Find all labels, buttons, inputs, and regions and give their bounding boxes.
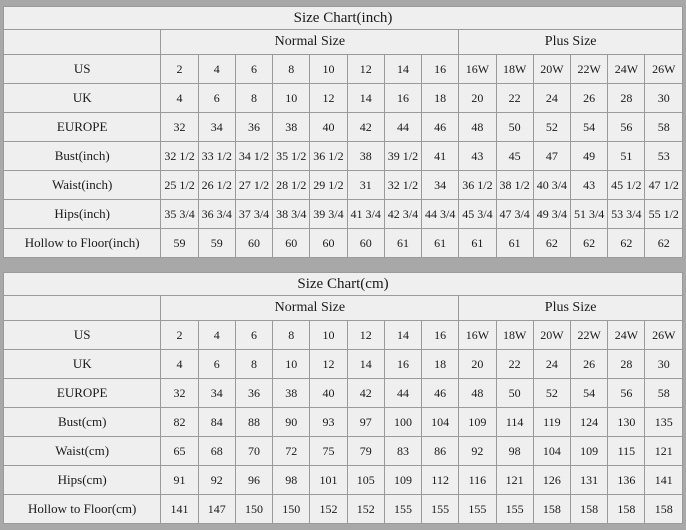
- cell: 6: [198, 350, 235, 379]
- size-chart-inch-block: [3, 6, 683, 258]
- cell: 10: [273, 84, 310, 113]
- table-row: [4, 229, 683, 258]
- cell: 62: [533, 229, 570, 258]
- cell: 38 3/4: [273, 200, 310, 229]
- cell: 22: [496, 84, 533, 113]
- cell: 10: [310, 321, 347, 350]
- cell: 52: [533, 379, 570, 408]
- cell: 18W: [496, 55, 533, 84]
- cell: 26 1/2: [198, 171, 235, 200]
- page-title: Size Chart(cm): [4, 273, 683, 296]
- cell: 59: [161, 229, 198, 258]
- cell: 37 3/4: [235, 200, 272, 229]
- cell: 112: [422, 466, 459, 495]
- cell: 155: [496, 495, 533, 524]
- cell: 59: [198, 229, 235, 258]
- cell: 100: [384, 408, 421, 437]
- cell: 44: [384, 113, 421, 142]
- cell: 104: [422, 408, 459, 437]
- cell: 32: [161, 113, 198, 142]
- cell: 109: [571, 437, 608, 466]
- cell: 8: [273, 321, 310, 350]
- cell: 86: [422, 437, 459, 466]
- cell: 56: [608, 379, 645, 408]
- table-row: [4, 142, 683, 171]
- cell: 141: [161, 495, 198, 524]
- cell: 31: [347, 171, 384, 200]
- table-row: [4, 495, 683, 524]
- cell: 62: [571, 229, 608, 258]
- cell: 28: [608, 84, 645, 113]
- cell: 98: [496, 437, 533, 466]
- cell: 6: [235, 321, 272, 350]
- cell: 147: [198, 495, 235, 524]
- cell: 150: [235, 495, 272, 524]
- cell: 60: [235, 229, 272, 258]
- cell: 36: [235, 379, 272, 408]
- cell: 20W: [533, 55, 570, 84]
- cell: 24W: [608, 321, 645, 350]
- cell: 22W: [571, 321, 608, 350]
- row-label-hips: Hips(inch): [4, 200, 161, 229]
- cell: 26W: [645, 321, 683, 350]
- table-row: [4, 437, 683, 466]
- cell: 51: [608, 142, 645, 171]
- cell: 41: [422, 142, 459, 171]
- cell: 54: [571, 113, 608, 142]
- cell: 32: [161, 379, 198, 408]
- cell: 28 1/2: [273, 171, 310, 200]
- row-label-europe: EUROPE: [4, 379, 161, 408]
- cell: 14: [384, 321, 421, 350]
- cell: 121: [496, 466, 533, 495]
- cell: 62: [608, 229, 645, 258]
- cell: 8: [235, 350, 272, 379]
- cell: 34: [422, 171, 459, 200]
- cell: 43: [571, 171, 608, 200]
- cell: 101: [310, 466, 347, 495]
- cell: 96: [235, 466, 272, 495]
- row-label-us: US: [4, 55, 161, 84]
- size-chart-cm-table: [3, 272, 683, 524]
- cell: 60: [273, 229, 310, 258]
- cell: 6: [198, 84, 235, 113]
- cell: 72: [273, 437, 310, 466]
- cell: 44: [384, 379, 421, 408]
- table-row: [4, 200, 683, 229]
- cell: 105: [347, 466, 384, 495]
- cell: 150: [273, 495, 310, 524]
- cell: 14: [347, 84, 384, 113]
- cell: 114: [496, 408, 533, 437]
- cell: 119: [533, 408, 570, 437]
- row-label-hollow-to-floor: Hollow to Floor(cm): [4, 495, 161, 524]
- cell: 35 3/4: [161, 200, 198, 229]
- cell: 135: [645, 408, 683, 437]
- cell: 26: [571, 84, 608, 113]
- cell: 12: [310, 350, 347, 379]
- cell: 50: [496, 113, 533, 142]
- cell: 24: [533, 350, 570, 379]
- table-row: [4, 171, 683, 200]
- cell: 158: [571, 495, 608, 524]
- cell: 8: [235, 84, 272, 113]
- cell: 109: [459, 408, 496, 437]
- cell: 16: [422, 321, 459, 350]
- cell: 82: [161, 408, 198, 437]
- cell: 43: [459, 142, 496, 171]
- cell: 61: [459, 229, 496, 258]
- cell: 2: [161, 55, 198, 84]
- cell: 20: [459, 350, 496, 379]
- cell: 12: [347, 55, 384, 84]
- cell: 34: [198, 113, 235, 142]
- cell: 60: [347, 229, 384, 258]
- cell: 45 1/2: [608, 171, 645, 200]
- row-label-waist: Waist(cm): [4, 437, 161, 466]
- row-label-uk: UK: [4, 84, 161, 113]
- cell: 28: [608, 350, 645, 379]
- cell: 56: [608, 113, 645, 142]
- cell: 91: [161, 466, 198, 495]
- cell: 42 3/4: [384, 200, 421, 229]
- cell: 52: [533, 113, 570, 142]
- cell: 61: [496, 229, 533, 258]
- row-label-bust: Bust(inch): [4, 142, 161, 171]
- cell: 45 3/4: [459, 200, 496, 229]
- chart-title-row: [4, 273, 683, 296]
- cell: 158: [533, 495, 570, 524]
- table-row: [4, 55, 683, 84]
- cell: 40 3/4: [533, 171, 570, 200]
- cell: 10: [310, 55, 347, 84]
- cell: 38: [347, 142, 384, 171]
- cell: 14: [347, 350, 384, 379]
- table-row: [4, 321, 683, 350]
- cell: 39 3/4: [310, 200, 347, 229]
- cell: 18: [422, 350, 459, 379]
- cell: 36: [235, 113, 272, 142]
- cell: 26W: [645, 55, 683, 84]
- chart-group-row: [4, 30, 683, 55]
- cell: 33 1/2: [198, 142, 235, 171]
- cell: 10: [273, 350, 310, 379]
- cell: 65: [161, 437, 198, 466]
- cell: 158: [645, 495, 683, 524]
- cell: 41 3/4: [347, 200, 384, 229]
- cell: 42: [347, 379, 384, 408]
- group-header-plus: Plus Size: [459, 30, 683, 55]
- cell: 155: [422, 495, 459, 524]
- cell: 92: [198, 466, 235, 495]
- cell: 24: [533, 84, 570, 113]
- cell: 36 1/2: [459, 171, 496, 200]
- cell: 46: [422, 379, 459, 408]
- cell: 47 1/2: [645, 171, 683, 200]
- cell: 6: [235, 55, 272, 84]
- cell: 97: [347, 408, 384, 437]
- corner-cell: [4, 296, 161, 321]
- cell: 4: [161, 84, 198, 113]
- cell: 45: [496, 142, 533, 171]
- cell: 61: [422, 229, 459, 258]
- cell: 4: [198, 55, 235, 84]
- cell: 30: [645, 350, 683, 379]
- cell: 49: [571, 142, 608, 171]
- cell: 34 1/2: [235, 142, 272, 171]
- cell: 51 3/4: [571, 200, 608, 229]
- cell: 98: [273, 466, 310, 495]
- cell: 141: [645, 466, 683, 495]
- cell: 18W: [496, 321, 533, 350]
- cell: 16W: [459, 321, 496, 350]
- cell: 109: [384, 466, 421, 495]
- cell: 60: [310, 229, 347, 258]
- cell: 20W: [533, 321, 570, 350]
- cell: 12: [310, 84, 347, 113]
- cell: 22: [496, 350, 533, 379]
- cell: 115: [608, 437, 645, 466]
- cell: 136: [608, 466, 645, 495]
- cell: 4: [198, 321, 235, 350]
- page-title: Size Chart(inch): [4, 7, 683, 30]
- cell: 93: [310, 408, 347, 437]
- cell: 53 3/4: [608, 200, 645, 229]
- cell: 155: [384, 495, 421, 524]
- cell: 40: [310, 113, 347, 142]
- group-header-normal: Normal Size: [161, 296, 459, 321]
- cell: 16W: [459, 55, 496, 84]
- cell: 29 1/2: [310, 171, 347, 200]
- cell: 131: [571, 466, 608, 495]
- chart-group-row: [4, 296, 683, 321]
- cell: 84: [198, 408, 235, 437]
- cell: 47: [533, 142, 570, 171]
- cell: 16: [422, 55, 459, 84]
- cell: 25 1/2: [161, 171, 198, 200]
- cell: 47 3/4: [496, 200, 533, 229]
- row-label-hips: Hips(cm): [4, 466, 161, 495]
- table-row: [4, 408, 683, 437]
- row-label-bust: Bust(cm): [4, 408, 161, 437]
- corner-cell: [4, 30, 161, 55]
- cell: 44 3/4: [422, 200, 459, 229]
- cell: 30: [645, 84, 683, 113]
- cell: 158: [608, 495, 645, 524]
- cell: 38 1/2: [496, 171, 533, 200]
- row-label-uk: UK: [4, 350, 161, 379]
- cell: 121: [645, 437, 683, 466]
- cell: 32 1/2: [384, 171, 421, 200]
- cell: 18: [422, 84, 459, 113]
- cell: 24W: [608, 55, 645, 84]
- cell: 40: [310, 379, 347, 408]
- group-header-plus: Plus Size: [459, 296, 683, 321]
- cell: 48: [459, 113, 496, 142]
- cell: 38: [273, 113, 310, 142]
- cell: 35 1/2: [273, 142, 310, 171]
- cell: 155: [459, 495, 496, 524]
- cell: 26: [571, 350, 608, 379]
- cell: 124: [571, 408, 608, 437]
- cell: 39 1/2: [384, 142, 421, 171]
- size-chart-cm-block: [3, 272, 683, 524]
- chart-title-row: [4, 7, 683, 30]
- cell: 50: [496, 379, 533, 408]
- cell: 16: [384, 350, 421, 379]
- cell: 8: [273, 55, 310, 84]
- cell: 42: [347, 113, 384, 142]
- cell: 2: [161, 321, 198, 350]
- size-chart-inch-table: [3, 6, 683, 258]
- cell: 12: [347, 321, 384, 350]
- cell: 68: [198, 437, 235, 466]
- cell: 36 1/2: [310, 142, 347, 171]
- cell: 62: [645, 229, 683, 258]
- cell: 49 3/4: [533, 200, 570, 229]
- row-label-waist: Waist(inch): [4, 171, 161, 200]
- cell: 58: [645, 379, 683, 408]
- table-row: [4, 350, 683, 379]
- cell: 152: [347, 495, 384, 524]
- group-header-normal: Normal Size: [161, 30, 459, 55]
- cell: 104: [533, 437, 570, 466]
- cell: 61: [384, 229, 421, 258]
- cell: 53: [645, 142, 683, 171]
- cell: 27 1/2: [235, 171, 272, 200]
- cell: 83: [384, 437, 421, 466]
- table-row: [4, 84, 683, 113]
- cell: 22W: [571, 55, 608, 84]
- cell: 88: [235, 408, 272, 437]
- cell: 70: [235, 437, 272, 466]
- cell: 126: [533, 466, 570, 495]
- row-label-europe: EUROPE: [4, 113, 161, 142]
- table-row: [4, 113, 683, 142]
- cell: 116: [459, 466, 496, 495]
- cell: 38: [273, 379, 310, 408]
- cell: 55 1/2: [645, 200, 683, 229]
- cell: 36 3/4: [198, 200, 235, 229]
- cell: 34: [198, 379, 235, 408]
- cell: 130: [608, 408, 645, 437]
- row-label-hollow-to-floor: Hollow to Floor(inch): [4, 229, 161, 258]
- cell: 75: [310, 437, 347, 466]
- cell: 20: [459, 84, 496, 113]
- cell: 32 1/2: [161, 142, 198, 171]
- cell: 90: [273, 408, 310, 437]
- cell: 46: [422, 113, 459, 142]
- cell: 14: [384, 55, 421, 84]
- cell: 16: [384, 84, 421, 113]
- cell: 152: [310, 495, 347, 524]
- cell: 79: [347, 437, 384, 466]
- cell: 4: [161, 350, 198, 379]
- row-label-us: US: [4, 321, 161, 350]
- table-row: [4, 379, 683, 408]
- cell: 48: [459, 379, 496, 408]
- table-row: [4, 466, 683, 495]
- cell: 58: [645, 113, 683, 142]
- cell: 92: [459, 437, 496, 466]
- cell: 54: [571, 379, 608, 408]
